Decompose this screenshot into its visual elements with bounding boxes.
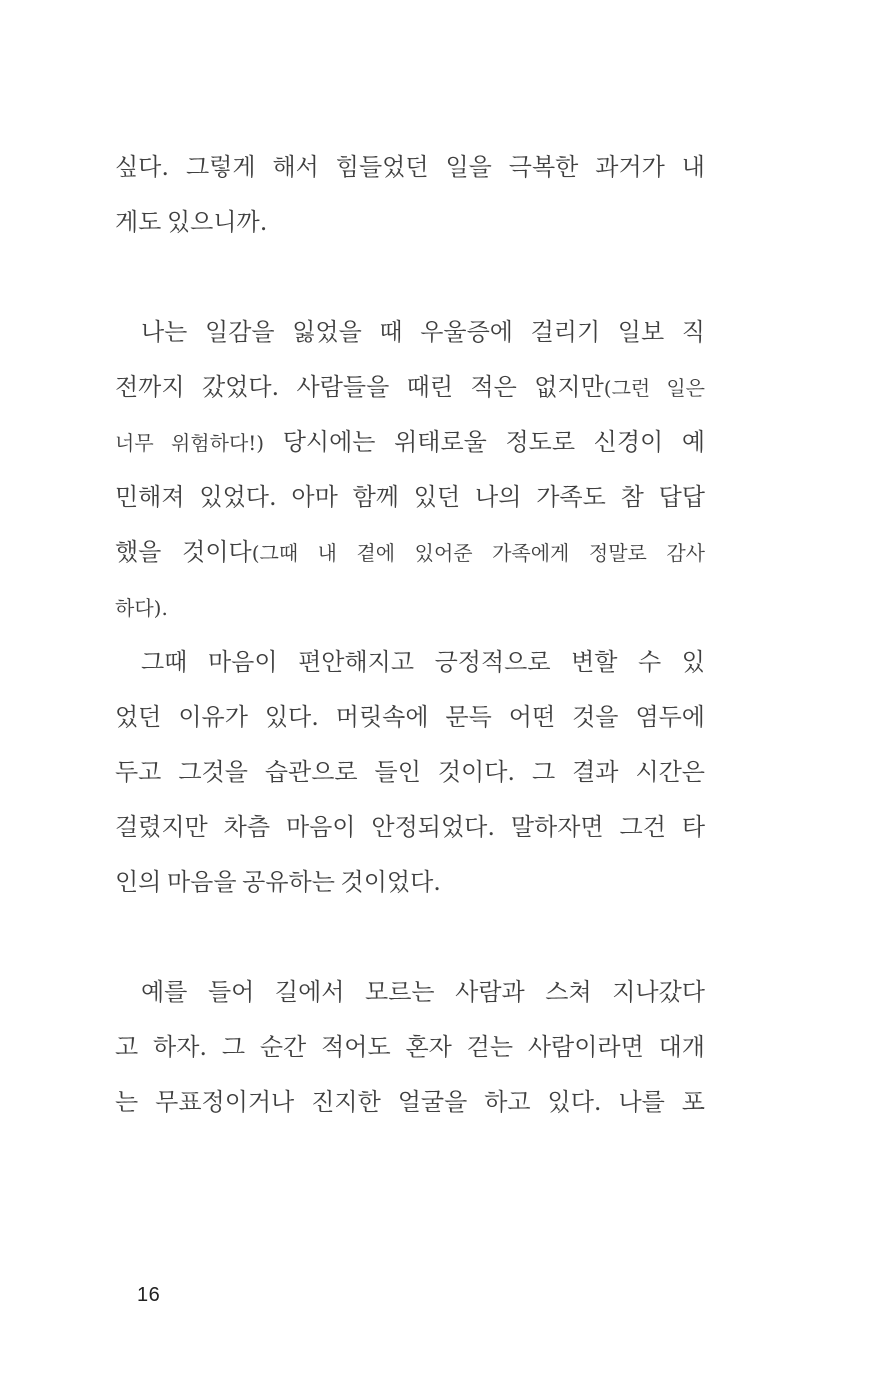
text-line bbox=[115, 745, 705, 800]
text-line bbox=[115, 855, 705, 910]
text-line bbox=[115, 305, 705, 360]
text-segment: 고 하자. 그 순간 적어도 혼자 걷는 사람이라면 대개 bbox=[115, 1033, 705, 1061]
text-line bbox=[115, 470, 705, 525]
para-continuation bbox=[115, 140, 705, 250]
text-line bbox=[115, 415, 705, 470]
text-segment-small: 너무 위험하다!) bbox=[115, 431, 265, 455]
text-segment: 었던 이유가 있다. 머릿속에 문득 어떤 것을 염두에 bbox=[115, 703, 705, 731]
text-segment: 나는 일감을 잃었을 때 우울증에 걸리기 일보 직 bbox=[141, 318, 705, 346]
text-segment: 걸렸지만 차츰 마음이 안정되었다. 말하자면 그건 타 bbox=[115, 813, 705, 841]
text-line bbox=[115, 195, 705, 250]
text-segment: 당시에는 위태로울 정도로 신경이 예 bbox=[264, 428, 705, 456]
text-segment: 두고 그것을 습관으로 들인 것이다. 그 결과 시간은 bbox=[115, 758, 705, 786]
text-line bbox=[115, 690, 705, 745]
text-line bbox=[115, 635, 705, 690]
text-line bbox=[115, 580, 705, 635]
text-line bbox=[115, 140, 705, 195]
text-line bbox=[115, 1075, 705, 1130]
para-mind-change bbox=[115, 635, 705, 910]
text-segment: 그때 마음이 편안해지고 긍정적으로 변할 수 있 bbox=[141, 648, 705, 676]
text-segment: 게도 있으니까. bbox=[115, 208, 268, 236]
text-segment-small: (그런 일은 bbox=[603, 376, 705, 400]
text-segment: 민해져 있었다. 아마 함께 있던 나의 가족도 참 답답 bbox=[115, 483, 705, 511]
para-depression bbox=[115, 305, 705, 635]
body-text bbox=[115, 140, 705, 1130]
text-line bbox=[115, 1020, 705, 1075]
text-segment: 전까지 갔었다. 사람들을 때린 적은 없지만 bbox=[115, 373, 604, 401]
text-line bbox=[115, 800, 705, 855]
text-segment: 싶다. 그렇게 해서 힘들었던 일을 극복한 과거가 내 bbox=[115, 153, 705, 181]
text-segment: 인의 마음을 공유하는 것이었다. bbox=[115, 868, 441, 896]
page-number: 16 bbox=[137, 1284, 161, 1306]
text-segment-small: (그때 내 곁에 있어준 가족에게 정말로 감사 bbox=[251, 541, 705, 565]
text-segment: 는 무표정이거나 진지한 얼굴을 하고 있다. 나를 포 bbox=[115, 1088, 705, 1116]
text-segment-small: 하다). bbox=[115, 596, 168, 620]
text-line bbox=[115, 360, 705, 415]
text-line bbox=[115, 525, 705, 580]
para-example bbox=[115, 965, 705, 1130]
text-segment: 예를 들어 길에서 모르는 사람과 스쳐 지나갔다 bbox=[141, 978, 705, 1006]
text-segment: 했을 것이다 bbox=[115, 538, 252, 566]
text-line bbox=[115, 965, 705, 1020]
